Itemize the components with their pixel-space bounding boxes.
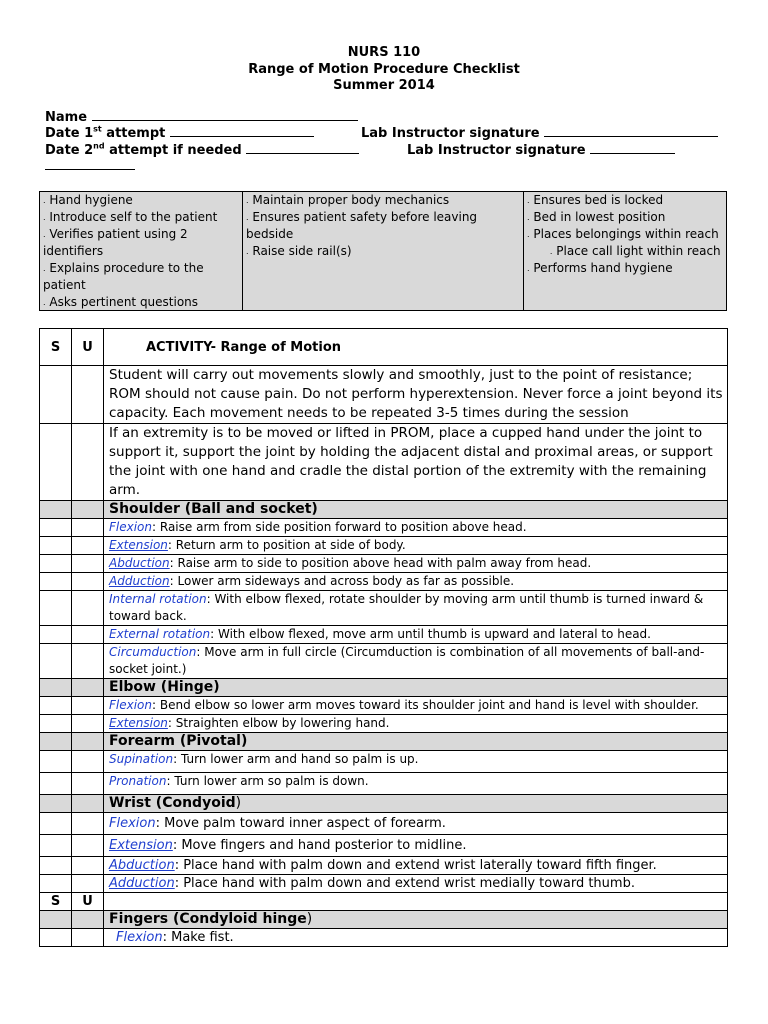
table-row (40, 857, 728, 875)
section-elbow: Elbow (Hinge) (104, 679, 728, 697)
u-cell[interactable] (72, 626, 104, 644)
movement-text: Extension: Move fingers and hand posterior to midline. (104, 835, 728, 857)
movement-text: Internal rotation: With elbow flexed, rotate shoulder by moving arm until thumb is turned inward & toward back. (104, 591, 728, 626)
u-cell[interactable] (72, 835, 104, 857)
document-title: Range of Motion Procedure Checklist (248, 62, 520, 77)
s-cell[interactable] (40, 773, 72, 795)
movement-text: Extension: Straighten elbow by lowering hand. (104, 715, 728, 733)
movement-text: Flexion: Make fist. (104, 929, 728, 947)
table-row (40, 835, 728, 857)
checklist-item: . Explains procedure to the patient (43, 261, 204, 292)
s-cell[interactable] (40, 929, 72, 947)
s-header: S (40, 893, 72, 911)
s-cell[interactable] (40, 519, 72, 537)
u-cell[interactable] (72, 697, 104, 715)
table-row (40, 555, 728, 573)
checklist-item: . Hand hygiene (43, 193, 133, 207)
section-wrist: Wrist (Condyoid) (104, 795, 728, 813)
checklist-item: . Maintain proper body mechanics (246, 193, 450, 207)
activity-header: ACTIVITY- Range of Motion (104, 329, 728, 366)
checklist-item: . Places belongings within reach . Place call light within reach (527, 227, 721, 258)
u-cell[interactable] (72, 366, 104, 424)
table-row (40, 773, 728, 795)
checklist-item: . Verifies patient using 2 identifiers (43, 227, 188, 258)
section-row (40, 733, 728, 751)
checklist-col-1 (40, 192, 243, 310)
checklist-item: . Introduce self to the patient (43, 210, 218, 224)
s-cell[interactable] (40, 644, 72, 679)
u-cell[interactable] (72, 857, 104, 875)
u-header: U (72, 329, 104, 366)
movement-text: Adduction: Place hand with palm down and extend wrist medially toward thumb. (104, 875, 728, 893)
table-row (40, 626, 728, 644)
instructor-sig1-label: Lab Instructor signature (361, 126, 540, 141)
s-cell[interactable] (40, 573, 72, 591)
instructor-sig1-line (361, 125, 718, 141)
section-row (40, 501, 728, 519)
movement-text: Flexion: Move palm toward inner aspect of forearm. (104, 813, 728, 835)
u-cell[interactable] (72, 751, 104, 773)
instruction-text: If an extremity is to be moved or lifted in PROM, place a cupped hand under the joint to support it, support the joint by holding the adjacent distal and proximal areas, or support the joint with one hand and cradle the distal portion of the extremity with the remaining arm. (104, 424, 728, 501)
checklist-col-2 (243, 192, 524, 310)
table-row (40, 537, 728, 555)
date1-blank[interactable] (170, 125, 314, 137)
checklist-item: . Ensures patient safety before leaving bedside (246, 210, 478, 241)
s-cell[interactable] (40, 875, 72, 893)
section-row (40, 795, 728, 813)
name-line (45, 109, 358, 125)
rom-activity-table (39, 328, 728, 947)
table-header-row (40, 329, 728, 366)
table-row (40, 751, 728, 773)
checklist-item: . Ensures bed is locked (527, 193, 664, 207)
table-row (40, 929, 728, 947)
date2-blank[interactable] (246, 142, 359, 154)
table-row (40, 813, 728, 835)
movement-text: Circumduction: Move arm in full circle (Circumduction is combination of all movements of ball-and-socket joint.) (104, 644, 728, 679)
term: Summer 2014 (333, 78, 435, 93)
name-blank[interactable] (92, 109, 358, 121)
date1-line (45, 125, 314, 141)
instructor-sig1-blank[interactable] (544, 125, 718, 137)
section-shoulder: Shoulder (Ball and socket) (104, 501, 728, 519)
s-header: S (40, 329, 72, 366)
table-row (40, 366, 728, 424)
course-code: NURS 110 (347, 45, 421, 60)
u-header: U (72, 893, 104, 911)
s-cell[interactable] (40, 697, 72, 715)
movement-text: Abduction: Raise arm to side to position above head with palm away from head. (104, 555, 728, 573)
instruction-text: Student will carry out movements slowly and smoothly, just to the point of resistance; ROM should not cause pain. Do not perform hyperextension. Never force a joint beyond its capacity. Each movement needs to be repeated 3-5 times during the session (104, 366, 728, 424)
s-cell[interactable] (40, 555, 72, 573)
instructor-sig2-blank[interactable] (590, 142, 675, 154)
movement-text: Flexion: Bend elbow so lower arm moves toward its shoulder joint and hand is level with shoulder. (104, 697, 728, 715)
table-row (40, 573, 728, 591)
s-cell[interactable] (40, 857, 72, 875)
table-row (40, 697, 728, 715)
u-cell[interactable] (72, 773, 104, 795)
s-cell[interactable] (40, 751, 72, 773)
section-forearm: Forearm (Pivotal) (104, 733, 728, 751)
u-cell[interactable] (72, 555, 104, 573)
u-cell[interactable] (72, 813, 104, 835)
table-row (40, 715, 728, 733)
date1-label: Date 1st attempt (45, 125, 166, 142)
movement-text: Abduction: Place hand with palm down and extend wrist laterally toward fifth finger. (104, 857, 728, 875)
section-row (40, 911, 728, 929)
date2-continuation-blank[interactable] (45, 158, 135, 170)
u-cell[interactable] (72, 929, 104, 947)
movement-text: Pronation: Turn lower arm so palm is down. (104, 773, 728, 795)
name-label: Name (45, 110, 88, 125)
u-cell[interactable] (72, 715, 104, 733)
table-row (40, 591, 728, 626)
table-header-row (40, 893, 728, 911)
section-fingers: Fingers (Condyloid hinge) (104, 911, 728, 929)
u-cell[interactable] (72, 537, 104, 555)
u-cell[interactable] (72, 644, 104, 679)
general-checklist (39, 191, 727, 311)
u-cell[interactable] (72, 573, 104, 591)
instructor-sig2-line (407, 142, 675, 158)
u-cell[interactable] (72, 591, 104, 626)
u-cell[interactable] (72, 424, 104, 501)
s-cell[interactable] (40, 591, 72, 626)
checklist-item: . Raise side rail(s) (246, 244, 352, 258)
s-cell[interactable] (40, 366, 72, 424)
movement-text: Adduction: Lower arm sideways and across body as far as possible. (104, 573, 728, 591)
date2-continuation (45, 158, 135, 174)
s-cell[interactable] (40, 537, 72, 555)
s-cell[interactable] (40, 424, 72, 501)
movement-text: Flexion: Raise arm from side position forward to position above head. (104, 519, 728, 537)
table-row (40, 644, 728, 679)
checklist-item: . Bed in lowest position (527, 210, 666, 224)
movement-text: Supination: Turn lower arm and hand so palm is up. (104, 751, 728, 773)
s-cell[interactable] (40, 835, 72, 857)
date2-line (45, 142, 359, 158)
table-row (40, 519, 728, 537)
table-row (40, 424, 728, 501)
movement-text: External rotation: With elbow flexed, move arm until thumb is upward and lateral to head. (104, 626, 728, 644)
u-cell[interactable] (72, 875, 104, 893)
checklist-item: . Asks pertinent questions (43, 295, 199, 309)
s-cell[interactable] (40, 715, 72, 733)
s-cell[interactable] (40, 813, 72, 835)
movement-text: Extension: Return arm to position at side of body. (104, 537, 728, 555)
s-cell[interactable] (40, 626, 72, 644)
checklist-item: . Performs hand hygiene (527, 261, 673, 275)
section-row (40, 679, 728, 697)
u-cell[interactable] (72, 519, 104, 537)
table-row (40, 875, 728, 893)
date2-label: Date 2nd attempt if needed (45, 142, 242, 159)
instructor-sig2-label: Lab Instructor signature (407, 143, 586, 158)
checklist-col-3 (524, 192, 726, 310)
